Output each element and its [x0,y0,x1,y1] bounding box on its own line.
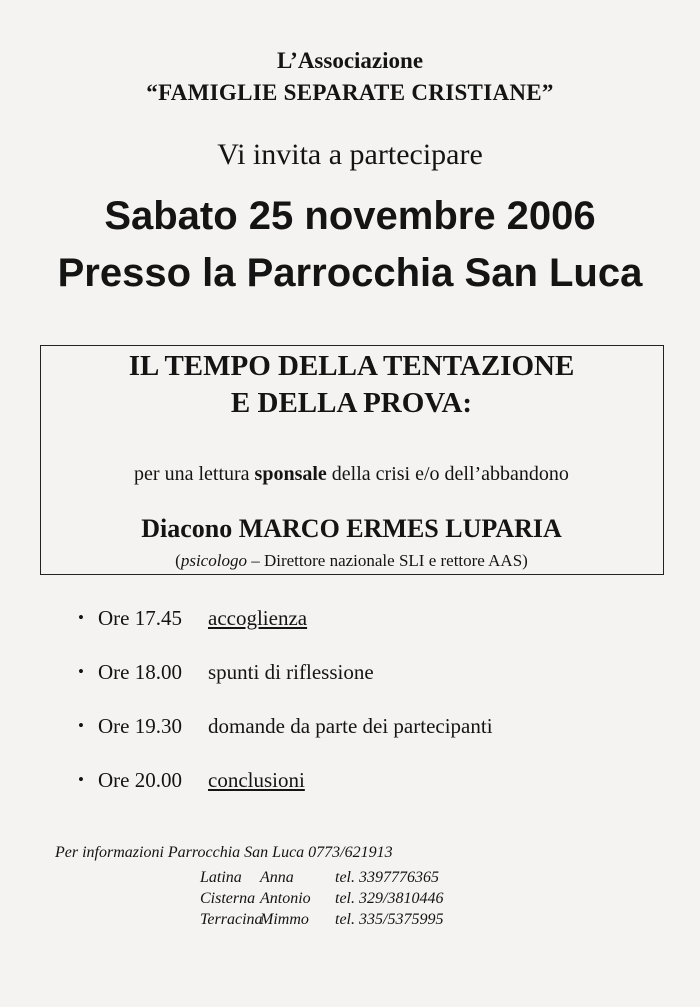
schedule-desc: spunti di riflessione [208,660,374,684]
schedule-time: Ore 20.00 [98,768,182,792]
contact-phone: tel. 329/3810446 [335,890,444,907]
contact-row [200,890,443,908]
invitation-text: Vi invita a partecipare [217,138,483,171]
schedule-time: Ore 17.45 [98,606,182,630]
topic-subtitle [41,463,662,486]
contact-name: Anna [260,869,294,886]
topic-title-line2: E DELLA PROVA: [230,387,473,419]
schedule-desc: domande da parte dei partecipanti [208,714,493,738]
contact-city: Cisterna [200,890,256,907]
event-box [40,345,664,575]
contact-city: Terracina [200,911,263,928]
association-label: L’Associazione [276,48,424,73]
bullet-icon: • [78,608,84,627]
schedule-desc: conclusioni [208,768,305,792]
bullet-icon: • [78,662,84,681]
contact-intro: Per informazioni Parrocchia San Luca 0773/621913 [55,844,393,861]
speaker-name: Diacono MARCO ERMES LUPARIA [141,514,562,543]
bullet-icon: • [78,716,84,735]
topic-title-line1: IL TEMPO DELLA TENTAZIONE [128,350,575,382]
contact-city: Latina [200,869,242,886]
contact-name: Antonio [260,890,311,907]
schedule-item [78,714,493,739]
contact-row [200,869,439,887]
subtitle-bold: sponsale [254,463,327,485]
bullet-icon: • [78,770,84,789]
contact-name: Mimmo [260,911,309,928]
schedule-item [78,768,305,793]
schedule-item [78,660,374,685]
subtitle-pre: per una lettura [134,463,255,485]
schedule-time: Ore 18.00 [98,660,182,684]
event-place: Presso la Parrocchia San Luca [57,251,643,295]
contact-row [200,911,443,929]
schedule-time: Ore 19.30 [98,714,182,738]
event-date: Sabato 25 novembre 2006 [104,194,596,238]
role-italic: psicologo [180,551,247,570]
schedule-item [78,606,307,631]
association-name: “FAMIGLIE SEPARATE CRISTIANE” [146,80,554,105]
subtitle-post: della crisi e/o dell’abbandono [326,463,569,485]
schedule-desc: accoglienza [208,606,308,630]
contact-phone: tel. 3397776365 [335,869,439,886]
role-rest: – Direttore nazionale SLI e rettore AAS) [246,551,528,570]
role-open: ( [175,551,181,570]
speaker-role [41,551,662,571]
contact-phone: tel. 335/5375995 [335,911,444,928]
